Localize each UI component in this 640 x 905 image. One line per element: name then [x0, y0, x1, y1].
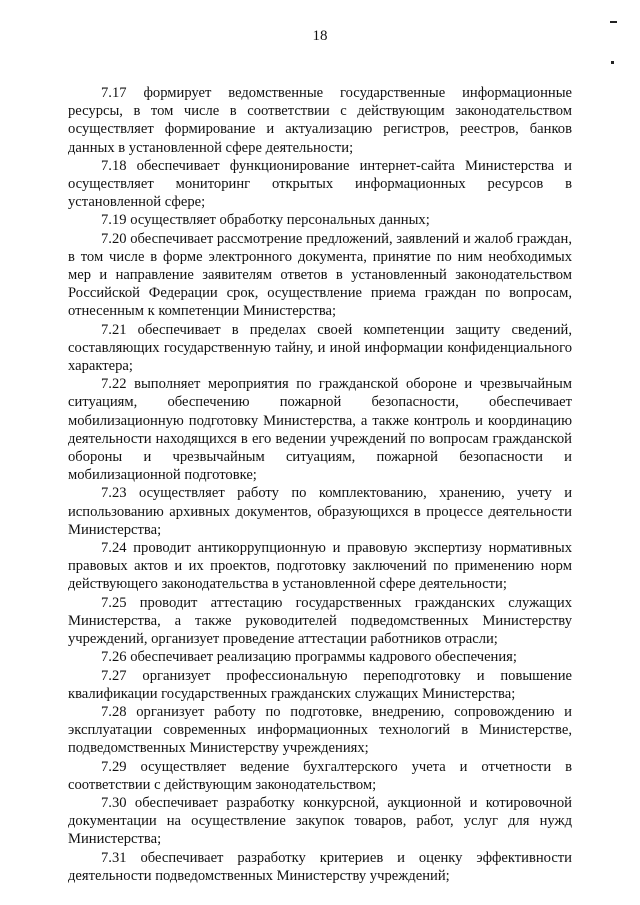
- scan-mark-dot: [611, 61, 614, 64]
- paragraph-7-30: 7.30 обеспечивает разработку конкурсной, аукционной и котировочной документации на осуществление закупок товаров, работ, услуг для нужд Министерства;: [68, 794, 572, 848]
- paragraph-7-23: 7.23 осуществляет работу по комплектованию, хранению, учету и использованию архивных документов, образующихся в процессе деятельности Министерства;: [68, 485, 572, 538]
- paragraph-7-18: 7.18 обеспечивает функционирование интернет-сайта Министерства и осуществляет мониторинг открытых информационных ресурсов в установленной сфере;: [68, 157, 572, 211]
- paragraph-7-17: 7.17 формирует ведомственные государственные информационные ресурсы, в том числе в соответствии с действующим законодательством осуществляет формирование и актуализацию регистров, реестров, банков данных в установленной сфере деятельности;: [68, 85, 572, 156]
- paragraph-7-21: 7.21 обеспечивает в пределах своей компетенции защиту сведений, составляющих государственную тайну, и иной информации конфиденциального характера;: [68, 321, 572, 375]
- paragraph-7-28: 7.28 организует работу по подготовке, внедрению, сопровождению и эксплуатации современных информационных технологий в Министерстве, подведомственных Министерству учреждениях;: [68, 703, 572, 757]
- scan-mark-dash: [610, 21, 617, 23]
- paragraph-7-26: 7.26 обеспечивает реализацию программы кадрового обеспечения;: [101, 649, 517, 666]
- paragraph-7-25: 7.25 проводит аттестацию государственных гражданских служащих Министерства, а также руководителей подведомственных Министерству учреждений, организует проведение аттестации работников отрасли;: [68, 594, 572, 648]
- paragraph-7-22: 7.22 выполняет мероприятия по гражданской обороне и чрезвычайным ситуациям, обеспечению пожарной безопасности, обеспечивает мобилизационную подготовку Министерства, а также контроль и координацию деятельности находящихся в его ведении учреждений по вопросам гражданской обороны и чрезвычайным ситуациям, пожарной безопасности и мобилизационной подготовке;: [68, 376, 572, 484]
- paragraph-7-24: 7.24 проводит антикоррупционную и правовую экспертизу нормативных правовых актов и их проектов, подготовку заключений по применению норм действующего законодательства в установленной сфере деятельности;: [68, 540, 572, 593]
- paragraph-7-29: 7.29 осуществляет ведение бухгалтерского учета и отчетности в соответствии с действующим законодательством;: [68, 758, 572, 793]
- paragraph-7-20: 7.20 обеспечивает рассмотрение предложений, заявлений и жалоб граждан, в том числе в форме электронного документа, принятие по ним необходимых мер и направление заявителям ответов в установленный законодательством Российской Федерации срок, осуществление приема граждан по вопросам, отнесенным к компетенции Министерства;: [68, 230, 572, 320]
- paragraph-7-31: 7.31 обеспечивает разработку критериев и оценку эффективности деятельности подведомственных Министерству учреждений;: [68, 849, 572, 884]
- paragraph-7-27: 7.27 организует профессиональную переподготовку и повышение квалификации государственных гражданских служащих Министерства;: [68, 667, 572, 702]
- document-body: [68, 84, 572, 885]
- paragraph-7-19: 7.19 осуществляет обработку персональных данных;: [101, 212, 430, 229]
- page-number: 18: [312, 28, 328, 44]
